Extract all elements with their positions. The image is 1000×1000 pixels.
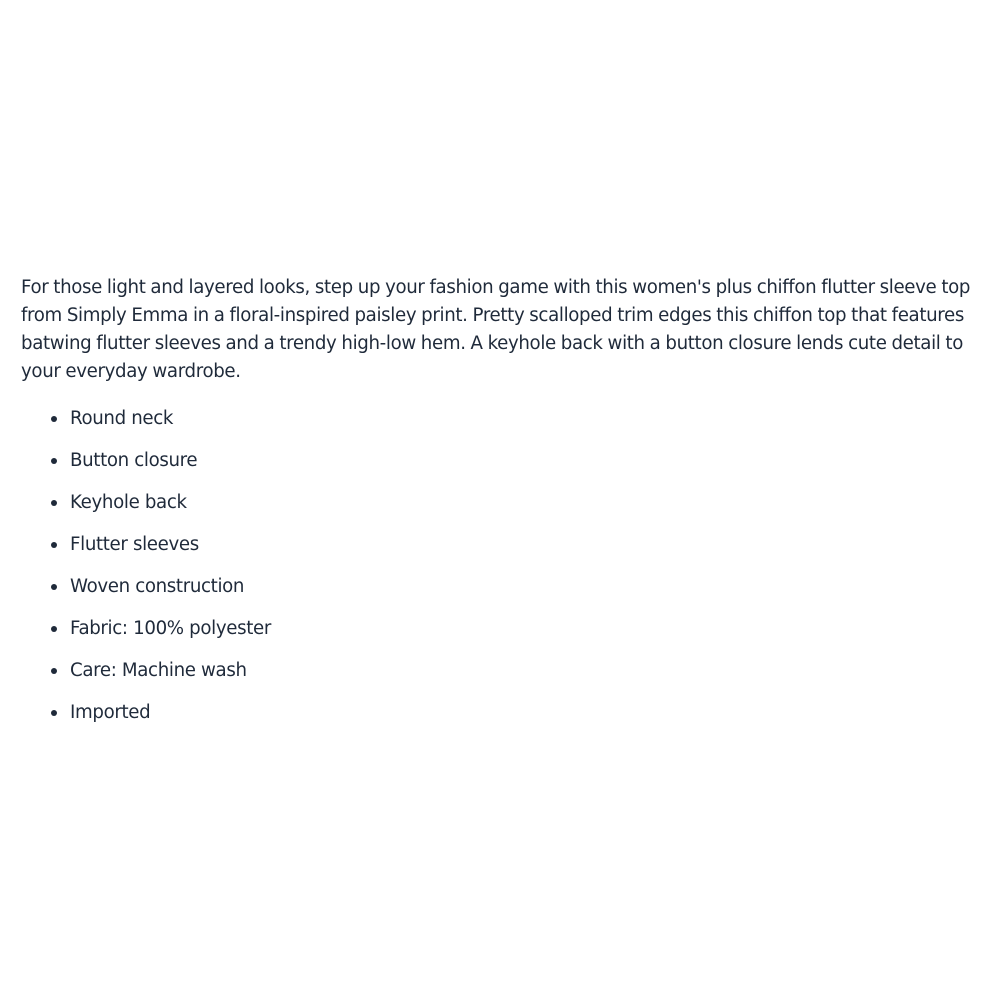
bullet-icon: [51, 626, 57, 632]
bullet-icon: [51, 668, 57, 674]
feature-list: [21, 398, 991, 734]
list-item: [21, 650, 991, 692]
feature-label: Keyhole back: [70, 492, 187, 513]
feature-label: Woven construction: [70, 576, 245, 597]
product-details: [21, 274, 991, 734]
list-item: [21, 440, 991, 482]
list-item: [21, 398, 991, 440]
list-item: [21, 692, 991, 734]
list-item: [21, 608, 991, 650]
product-description: For those light and layered looks, step up your fashion game with this women's plus chiffon flutter sleeve top from Simply Emma in a floral-inspired paisley print. Pretty scalloped trim edges this chiffon top that features batwing flutter sleeves and a trendy high-low hem. A keyhole back with a button closure lends cute detail to your everyday wardrobe.: [21, 277, 971, 382]
list-item: [21, 482, 991, 524]
bullet-icon: [51, 584, 57, 590]
feature-label: Fabric: 100% polyester: [70, 618, 271, 639]
bullet-icon: [51, 416, 57, 422]
bullet-icon: [51, 542, 57, 548]
feature-label: Imported: [70, 702, 151, 723]
feature-label: Care: Machine wash: [70, 660, 247, 681]
list-item: [21, 524, 991, 566]
feature-label: Flutter sleeves: [70, 534, 199, 555]
bullet-icon: [51, 710, 57, 716]
feature-label: Button closure: [70, 450, 198, 471]
list-item: [21, 566, 991, 608]
bullet-icon: [51, 500, 57, 506]
bullet-icon: [51, 458, 57, 464]
feature-label: Round neck: [70, 408, 174, 429]
